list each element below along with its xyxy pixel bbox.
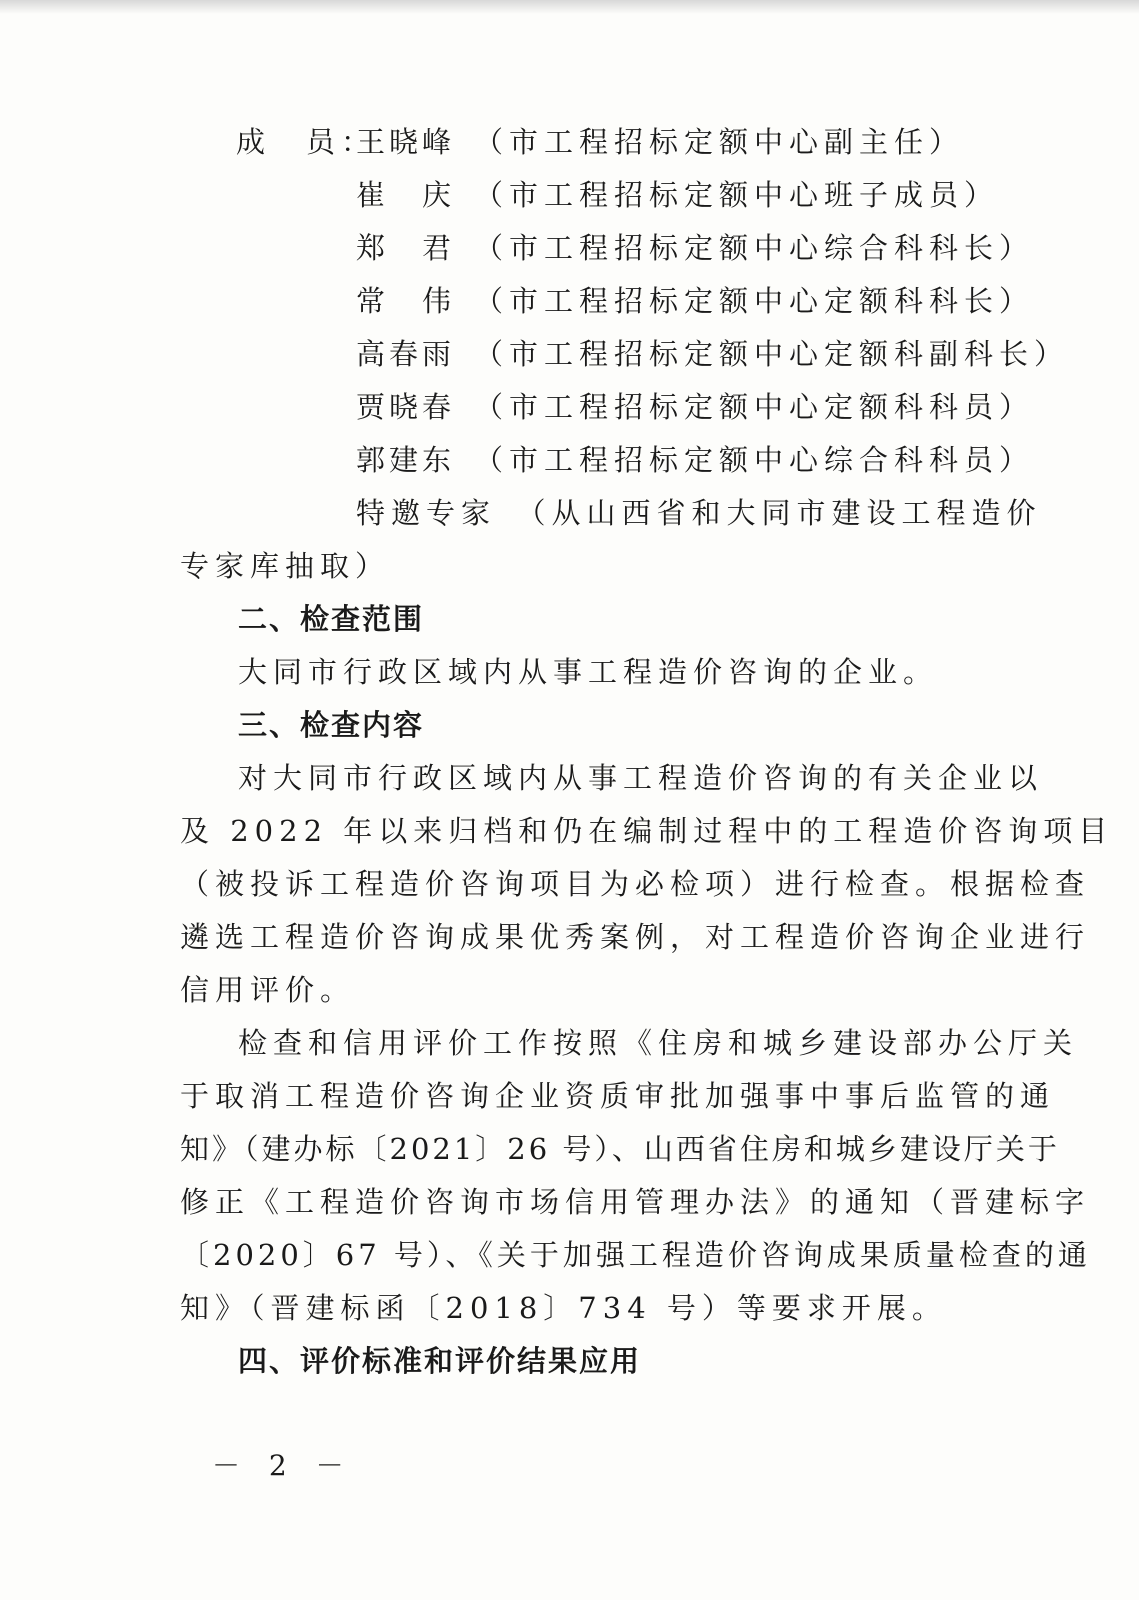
member-role: （市工程招标定额中心综合科科长）: [474, 231, 1035, 265]
member-row: [356, 334, 1069, 374]
member-role: （市工程招标定额中心综合科科员）: [474, 443, 1035, 477]
member-role: （市工程招标定额中心定额科科员）: [474, 390, 1035, 424]
scan-edge: [0, 0, 1139, 14]
member-name: 贾晓春: [356, 390, 456, 424]
member-name: 崔 庆: [356, 178, 456, 212]
member-row: [356, 281, 1034, 321]
section-heading: 三、检查内容: [238, 708, 425, 742]
paragraph-line: 遴选工程造价咨询成果优秀案例，对工程造价咨询企业进行: [180, 920, 1091, 954]
member-role: （市工程招标定额中心定额科副科长）: [474, 337, 1070, 371]
member-name: 王晓峰: [356, 125, 456, 159]
paragraph-line: 于取消工程造价咨询企业资质审批加强事中事后监管的通: [180, 1079, 1056, 1113]
member-row: [356, 228, 1034, 268]
member-role: （市工程招标定额中心定额科科长）: [474, 284, 1035, 318]
member-name: 高春雨: [356, 337, 456, 371]
paragraph-line: 检查和信用评价工作按照《住房和城乡建设部办公厅关: [238, 1026, 1079, 1060]
section-heading: 四、评价标准和评价结果应用: [238, 1344, 642, 1378]
member-role: （市工程招标定额中心副主任）: [474, 125, 965, 159]
paragraph-line: 修正《工程造价咨询市场信用管理办法》的通知（晋建标字: [180, 1185, 1091, 1219]
member-name: 郑 君: [356, 231, 456, 265]
expert-line: 特邀专家 （从山西省和大同市建设工程造价: [356, 496, 1042, 530]
paragraph-line: 信用评价。: [180, 973, 356, 1007]
member-role: （市工程招标定额中心班子成员）: [474, 178, 1000, 212]
expert-line-continued: 专家库抽取）: [180, 549, 391, 583]
paragraph-line: 知》（建办标〔2021〕26 号）、山西省住房和城乡建设厅关于: [180, 1132, 1060, 1166]
paragraph-line: 对大同市行政区域内从事工程造价咨询的有关企业以: [238, 761, 1044, 795]
members-label: 成 员：: [236, 125, 377, 159]
member-row: [356, 122, 964, 162]
section-heading: 二、检查范围: [238, 602, 425, 636]
paragraph-line: （被投诉工程造价咨询项目为必检项）进行检查。根据检查: [180, 867, 1091, 901]
paragraph-line: 及 2022 年以来归档和仍在编制过程中的工程造价咨询项目: [180, 814, 1114, 848]
paragraph-line: 知》（晋建标函〔2018〕734 号）等要求开展。: [180, 1291, 947, 1325]
member-row: [356, 175, 999, 215]
member-row: [356, 387, 1034, 427]
member-name: 常 伟: [356, 284, 456, 318]
page-number: － 2 －: [212, 1449, 354, 1482]
member-row: [356, 440, 1034, 480]
paragraph-line: 〔2020〕67 号）、《关于加强工程造价咨询成果质量检查的通: [180, 1238, 1091, 1272]
paragraph-line: 大同市行政区域内从事工程造价咨询的企业。: [238, 655, 939, 689]
member-name: 郭建东: [356, 443, 456, 477]
